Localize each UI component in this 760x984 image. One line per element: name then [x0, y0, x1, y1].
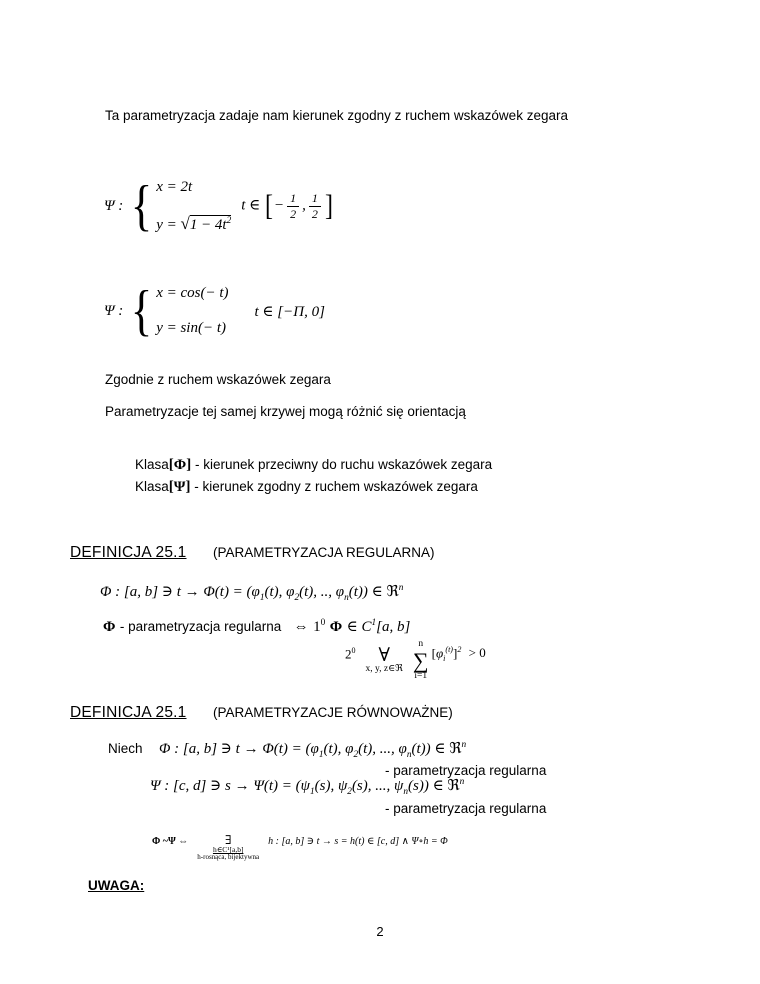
psi-label: Ψ :	[104, 302, 124, 319]
regularity-condition-2: $2^0$ ∀ x, y, z∈ℜ n ∑ i=1 $[\varphi_i^{(t)}]^2 > 0$	[345, 639, 486, 681]
left-bracket: [	[265, 189, 274, 222]
definition-1-header	[70, 544, 435, 562]
psi-label: Ψ :	[104, 197, 124, 214]
domain-interval: t ∈ [−Π, 0]	[254, 303, 325, 320]
orientation-statement: Parametryzacje tej samej krzywej mogą różnić się orientacją	[105, 404, 466, 419]
intro-paragraph: Ta parametryzacja zadaje nam kierunek zgodny z ruchem wskazówek zegara	[105, 108, 568, 123]
phi-class-symbol: [Φ]	[168, 457, 192, 473]
equation-y: $y = √1 - 4t^2$	[156, 213, 232, 233]
definition-1-formula: Φ : [a, b] ∋ $t \to \Phi(t) = (\varphi_1(t)$, $\varphi_2(t)$, .., $\varphi_n(t)$) ∈ ℜ$^n$	[100, 583, 404, 603]
equiv-rhs: h : [a, b] ∋ t → s = h(t) ∈ [c, d] ∧ Ψ∘h = Φ	[268, 836, 448, 847]
psi-parametrization-formula: Ψ : [c, d] ∋ $s \to \Psi(t) = (\psi_1(s)$, $\psi_2(s)$, ..., $\psi_n(s)$) ∈ ℜ$^n$	[150, 777, 465, 797]
fraction-one-half: $\frac{1}{2}$	[309, 192, 321, 220]
phi-symbol: Φ	[103, 619, 116, 635]
exists-quantifier: ∃ h∈C¹[a,b] h-rosnąca, bijektywna	[197, 833, 260, 861]
equivalence-formula	[152, 831, 448, 861]
iff-icon: ⇔	[293, 619, 309, 635]
regular-note-2: - parametryzacja regularna	[385, 801, 547, 816]
radicand: $1 - 4t^2$	[189, 215, 232, 233]
phi-parametrization-formula: Φ : [a, b] ∋ $t \to \Phi(t) = (\varphi_1(t)$, $\varphi_2(t)$, ..., $\varphi_n(t)$) ∈ ℜ$^n$	[158, 740, 467, 760]
definition-2-subtitle: (PARAMETRYZACJE RÓWNOWAŻNE)	[212, 705, 453, 720]
equiv-lhs: Φ ~Ψ ⇔	[152, 836, 189, 847]
exists-icon: ∃	[224, 833, 232, 847]
regular-note-1: - parametryzacja regularna	[385, 763, 547, 778]
equation-x: x = 2t	[156, 178, 193, 195]
right-bracket: ]	[324, 189, 333, 222]
sqrt-icon: √	[180, 213, 190, 233]
sigma-icon: ∑	[412, 647, 429, 673]
definition-1-subtitle: (PARAMETRYZACJA REGULARNA)	[212, 545, 435, 560]
class-psi-line: Klasa[Ψ] - kierunek zgodny z ruchem wskazówek zegara	[135, 479, 478, 495]
regularity-condition-1: Φ - parametryzacja regularna ⇔ $1^0$ Φ ∈ $C^1[a$, b]	[103, 618, 411, 635]
sum-operator: n ∑ i=1	[412, 639, 429, 681]
uwaga-heading: UWAGA:	[88, 878, 145, 893]
definition-1-title: DEFINICJA 25.1	[70, 544, 187, 561]
forall-quantifier: ∀ x, y, z∈ℜ	[365, 645, 403, 675]
forall-icon: ∀	[378, 645, 390, 667]
left-brace: {	[130, 280, 153, 342]
definition-2-header	[70, 704, 453, 722]
class-phi-line: Klasa[Φ] - kierunek przeciwny do ruchu wskazówek zegara	[135, 457, 493, 473]
parametrization-formula-1	[104, 175, 334, 237]
niech-line	[108, 739, 466, 760]
left-brace: {	[130, 175, 153, 237]
domain-interval: t ∈ [− $\frac{1}{2}$ , $\frac{1}{2}$ ]	[241, 189, 333, 222]
page-number: 2	[376, 924, 384, 939]
summand: $[\varphi_i^{(t)}]^2 > 0$	[431, 645, 486, 663]
equation-x: x = cos(− t)	[156, 285, 229, 301]
equation-system	[156, 179, 231, 234]
equation-system	[156, 285, 228, 337]
definition-2-title: DEFINICJA 25.1	[70, 704, 187, 721]
equation-y: y = sin(− t)	[156, 320, 227, 336]
psi-class-symbol: [Ψ]	[168, 479, 191, 495]
clockwise-statement: Zgodnie z ruchem wskazówek zegara	[105, 372, 331, 387]
parametrization-formula-2	[104, 280, 325, 342]
fraction-one-half: $\frac{1}{2}$	[287, 192, 299, 220]
niech-word: Niech	[108, 741, 143, 756]
